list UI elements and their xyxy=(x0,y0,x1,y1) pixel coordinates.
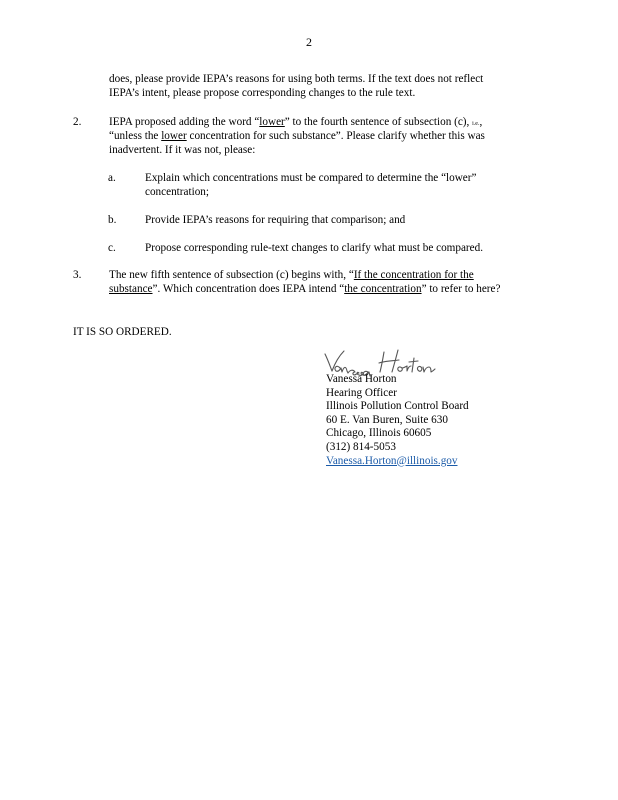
item-2-line-1: IEPA proposed adding the word “lower” to the fourth sentence of subsection (c), i.e., xyxy=(109,116,483,128)
sub-b-line-1: Provide IEPA’s reasons for requiring that comparison; and xyxy=(145,214,406,226)
item-2-line-2: “unless the lower concentration for such substance”. Please clarify whether this was xyxy=(109,130,485,142)
item-3-number: 3. xyxy=(73,269,82,281)
address-line-2: Chicago, Illinois 60605 xyxy=(326,427,432,440)
sub-c-line-1: Propose corresponding rule-text changes to clarify what must be compared. xyxy=(145,242,484,254)
sub-a-letter: a. xyxy=(108,172,116,184)
signer-name: Vanessa Horton xyxy=(326,373,397,385)
item-3-line-1: The new fifth sentence of subsection (c) begins with, “If the concentration for the xyxy=(109,269,474,281)
order-statement: IT IS SO ORDERED. xyxy=(73,326,172,338)
item-2-line-3: inadvertent. If it was not, please: xyxy=(109,144,256,156)
continuation-line-2: IEPA’s intent, please propose corresponding changes to the rule text. xyxy=(109,87,416,99)
email-link[interactable]: Vanessa.Horton@illinois.gov xyxy=(326,454,458,467)
sub-a-line-2: concentration; xyxy=(145,186,209,198)
signer-organization: Illinois Pollution Control Board xyxy=(326,400,469,413)
sub-a-line-1: Explain which concentrations must be compared to determine the “lower” xyxy=(145,172,477,184)
phone-number: (312) 814-5053 xyxy=(326,440,396,453)
continuation-line-1: does, please provide IEPA’s reasons for using both terms. If the text does not reflect xyxy=(109,73,484,85)
item-2-number: 2. xyxy=(73,116,82,128)
signer-title: Hearing Officer xyxy=(326,386,397,399)
signature-block xyxy=(326,373,526,468)
underlined-lower: lower xyxy=(259,116,285,128)
sub-c-letter: c. xyxy=(108,242,116,254)
address-line-1: 60 E. Van Buren, Suite 630 xyxy=(326,413,448,426)
underlined-lower: lower xyxy=(161,130,187,142)
page-number: 2 xyxy=(306,35,312,49)
sub-b-letter: b. xyxy=(108,214,117,226)
item-3-line-2: substance”. Which concentration does IEPA intend “the concentration” to refer to here? xyxy=(109,283,501,295)
